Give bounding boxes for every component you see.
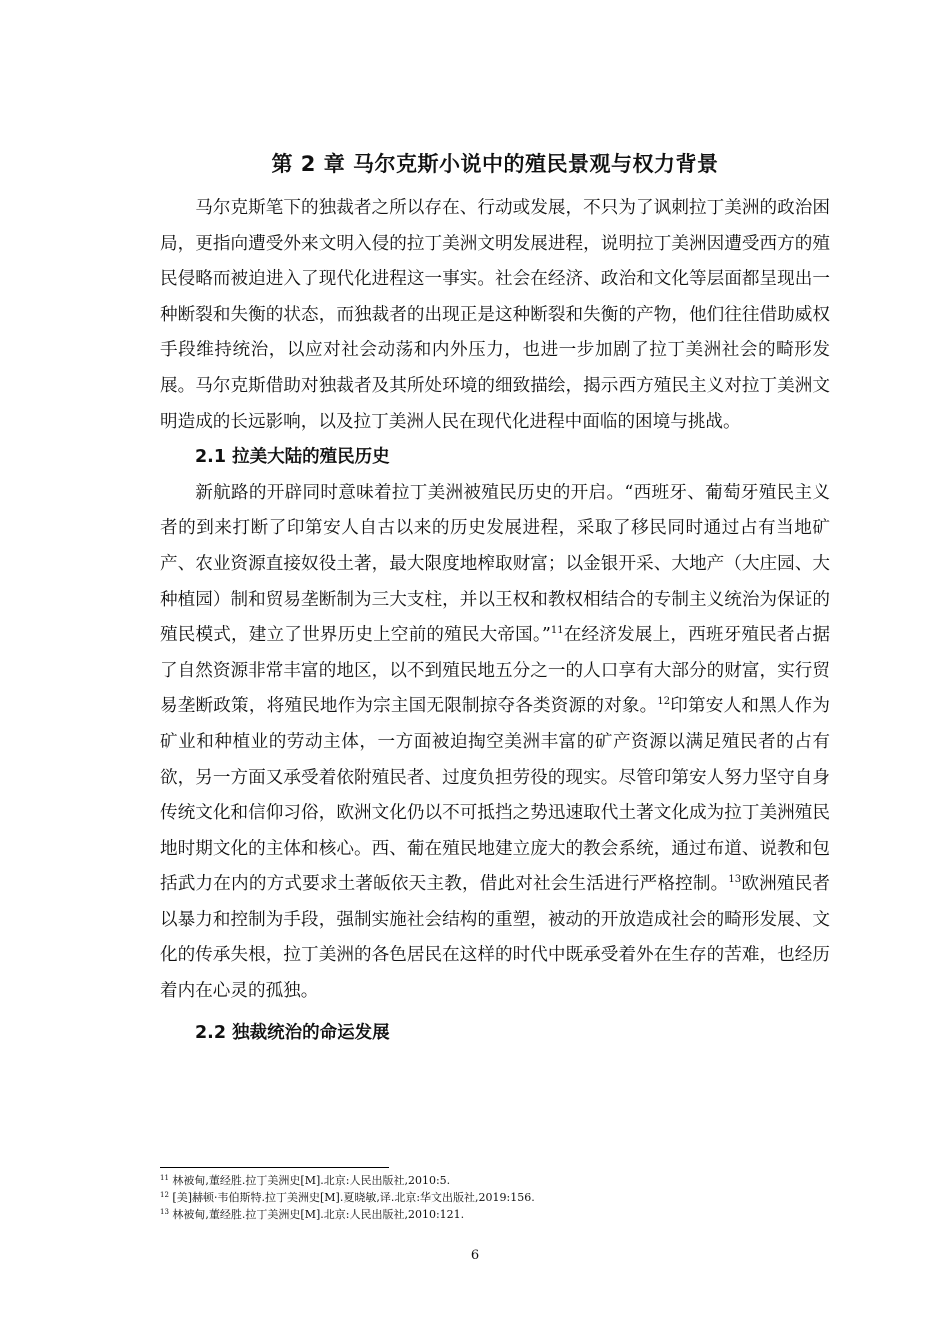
footnote-item (160, 1189, 830, 1206)
footnotes (160, 1172, 830, 1223)
section-2-1-paragraph (160, 476, 830, 1010)
footnote-ref-12[interactable]: 12 (657, 696, 671, 708)
paragraph-text: 欧洲殖民者以暴力和控制为手段，强制实施社会结构的重塑，被动的开放造成社会的畸形发展、文化的传承失根，拉丁美洲的各色居民在这样的时代中既承受着外在生存的苦难，也经历着内在心灵的孤独。 (160, 874, 830, 1002)
footnote-ref-11[interactable]: 11 (550, 625, 564, 637)
section-heading-2-1: 2.1 拉美大陆的殖民历史 (195, 447, 390, 468)
footnote-number: 13 (160, 1208, 169, 1216)
footnote-item (160, 1206, 830, 1223)
footnote-divider (160, 1167, 389, 1168)
footnote-ref-13[interactable]: 13 (728, 874, 742, 886)
footnote-text: [美]赫顿·韦伯斯特.拉丁美洲史[M].夏晓敏,译.北京:华文出版社,2019:156. (172, 1191, 535, 1204)
footnote-text: 林被甸,董经胜.拉丁美洲史[M].北京:人民出版社,2010:5. (172, 1174, 451, 1187)
page-body (160, 148, 830, 1051)
chapter-title: 第 2 章 马尔克斯小说中的殖民景观与权力背景 (271, 152, 719, 176)
page-number: 6 (470, 1248, 480, 1263)
paragraph-text: 在经济发展上，西班牙殖民者占据了自然资源非常丰富的地区，以不到殖民地五分之一的人口享有大部分的财富，实行贸易垄断政策，将殖民地作为宗主国无限制掠夺各类资源的对象。 (160, 625, 830, 717)
intro-paragraph: 马尔克斯笔下的独裁者之所以存在、行动或发展，不只为了讽刺拉丁美洲的政治困局，更指向遭受外来文明入侵的拉丁美洲文明发展进程，说明拉丁美洲因遭受西方的殖民侵略而被迫进入了现代化进程这一事实。社会在经济、政治和文化等层面都呈现出一种断裂和失衡的状态，而独裁者的出现正是这种断裂和失衡的产物，他们往往借助威权手段维持统治，以应对社会动荡和内外压力，也进一步加剧了拉丁美洲社会的畸形发展。马尔克斯借助对独裁者及其所处环境的细致描绘，揭示西方殖民主义对拉丁美洲文明造成的长远影响，以及拉丁美洲人民在现代化进程中面临的困境与挑战。 (160, 198, 830, 432)
paragraph-text: 印第安人和黑人作为矿业和种植业的劳动主体，一方面被迫掏空美洲丰富的矿产资源以满足殖民者的占有欲，另一方面又承受着依附殖民者、过度负担劳役的现实。尽管印第安人努力坚守自身传统文化和信仰习俗，欧洲文化仍以不可抵挡之势迅速取代土著文化成为拉丁美洲殖民地时期文化的主体和核心。西、葡在殖民地建立庞大的教会系统，通过布道、说教和包括武力在内的方式要求土著皈依天主教，借此对社会生活进行严格控制。 (160, 696, 830, 895)
footnote-text: 林被甸,董经胜.拉丁美洲史[M].北京:人民出版社,2010:121. (172, 1208, 465, 1221)
footnote-number: 12 (160, 1191, 169, 1199)
section-heading-2-2: 2.2 独裁统治的命运发展 (195, 1022, 390, 1043)
footnote-number: 11 (160, 1174, 169, 1182)
paragraph-text: 新航路的开辟同时意味着拉丁美洲被殖民历史的开启。“西班牙、葡萄牙殖民主义者的到来打断了印第安人自古以来的历史发展进程，采取了移民同时通过占有当地矿产、农业资源直接奴役土著，最大限度地榨取财富；以金银开采、大地产（大庄园、大种植园）制和贸易垄断制为三大支柱，并以王权和教权相结合的专制主义统治为保证的殖民模式，建立了世界历史上空前的殖民大帝国。” (160, 482, 830, 646)
footnote-item (160, 1172, 830, 1189)
